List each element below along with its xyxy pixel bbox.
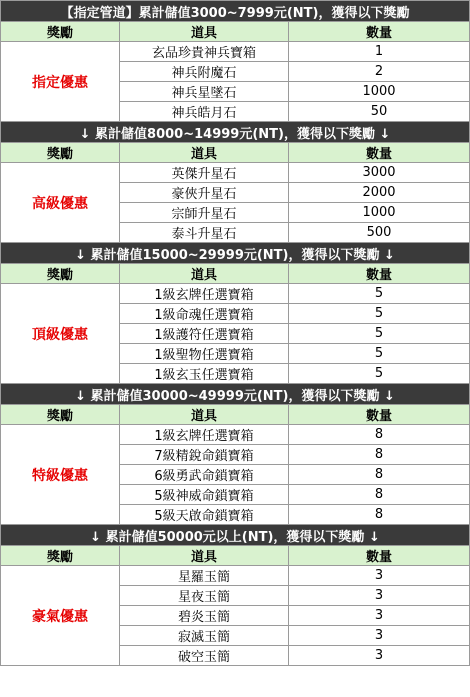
column-header-row (1, 546, 470, 566)
item-name: 7級精銳命鎖寶箱 (120, 445, 289, 465)
item-name: 神兵皓月石 (120, 102, 289, 122)
item-quantity: 5 (289, 284, 470, 304)
item-quantity: 5 (289, 364, 470, 384)
section-title: ↓ 累計儲值50000元以上(NT)，獲得以下獎勵 ↓ (1, 525, 470, 546)
item-name: 1級護符任選寶箱 (120, 324, 289, 344)
item-quantity: 8 (289, 505, 470, 525)
item-name: 神兵星墜石 (120, 82, 289, 102)
item-quantity: 8 (289, 445, 470, 465)
item-name: 星夜玉簡 (120, 586, 289, 606)
column-header-qty: 數量 (289, 22, 470, 42)
item-quantity: 5 (289, 324, 470, 344)
item-quantity: 2000 (289, 183, 470, 203)
item-quantity: 1000 (289, 203, 470, 223)
item-name: 碧炎玉簡 (120, 606, 289, 626)
section-title-row (1, 122, 470, 143)
section-title: ↓ 累計儲值30000~49999元(NT)，獲得以下獎勵 ↓ (1, 384, 470, 405)
item-name: 玄品珍貴神兵寶箱 (120, 42, 289, 62)
item-quantity: 8 (289, 425, 470, 445)
tier-label: 指定優惠 (1, 42, 120, 122)
column-header-reward: 獎勵 (1, 22, 120, 42)
section-title: 【指定管道】累計儲值3000~7999元(NT)，獲得以下獎勵 (1, 1, 470, 22)
item-quantity: 2 (289, 62, 470, 82)
item-quantity: 50 (289, 102, 470, 122)
item-name: 5級神威命鎖寶箱 (120, 485, 289, 505)
table-row (1, 566, 470, 586)
column-header-reward: 獎勵 (1, 264, 120, 284)
item-quantity: 3 (289, 626, 470, 646)
column-header-item: 道具 (120, 546, 289, 566)
item-name: 1級玄牌任選寶箱 (120, 425, 289, 445)
item-name: 英傑升星石 (120, 163, 289, 183)
section-title-row (1, 384, 470, 405)
tier-label: 豪氣優惠 (1, 566, 120, 666)
section-title-row (1, 1, 470, 22)
column-header-reward: 獎勵 (1, 143, 120, 163)
column-header-row (1, 22, 470, 42)
item-name: 寂滅玉簡 (120, 626, 289, 646)
item-quantity: 5 (289, 304, 470, 324)
column-header-qty: 數量 (289, 546, 470, 566)
item-name: 5級天啟命鎖寶箱 (120, 505, 289, 525)
rewards-table-body (1, 1, 470, 666)
table-row (1, 284, 470, 304)
column-header-qty: 數量 (289, 143, 470, 163)
column-header-row (1, 405, 470, 425)
item-quantity: 500 (289, 223, 470, 243)
tier-label: 頂級優惠 (1, 284, 120, 384)
column-header-item: 道具 (120, 405, 289, 425)
item-quantity: 3 (289, 606, 470, 626)
item-name: 星羅玉簡 (120, 566, 289, 586)
item-quantity: 8 (289, 485, 470, 505)
section-title: ↓ 累計儲值15000~29999元(NT)，獲得以下獎勵 ↓ (1, 243, 470, 264)
table-row (1, 42, 470, 62)
section-title: ↓ 累計儲值8000~14999元(NT)，獲得以下獎勵 ↓ (1, 122, 470, 143)
item-name: 豪俠升星石 (120, 183, 289, 203)
table-row (1, 425, 470, 445)
item-quantity: 3 (289, 646, 470, 666)
item-name: 宗師升星石 (120, 203, 289, 223)
item-name: 1級玄牌任選寶箱 (120, 284, 289, 304)
item-name: 破空玉簡 (120, 646, 289, 666)
item-quantity: 3 (289, 566, 470, 586)
item-quantity: 1000 (289, 82, 470, 102)
column-header-row (1, 143, 470, 163)
column-header-item: 道具 (120, 22, 289, 42)
item-name: 6級勇武命鎖寶箱 (120, 465, 289, 485)
tier-label: 特級優惠 (1, 425, 120, 525)
tier-label: 高級優惠 (1, 163, 120, 243)
item-name: 1級玄玉任選寶箱 (120, 364, 289, 384)
column-header-row (1, 264, 470, 284)
column-header-item: 道具 (120, 264, 289, 284)
item-name: 1級命魂任選寶箱 (120, 304, 289, 324)
column-header-reward: 獎勵 (1, 405, 120, 425)
item-quantity: 3 (289, 586, 470, 606)
item-quantity: 3000 (289, 163, 470, 183)
column-header-qty: 數量 (289, 264, 470, 284)
item-name: 1級聖物任選寶箱 (120, 344, 289, 364)
item-quantity: 5 (289, 344, 470, 364)
item-name: 泰斗升星石 (120, 223, 289, 243)
column-header-qty: 數量 (289, 405, 470, 425)
column-header-item: 道具 (120, 143, 289, 163)
table-row (1, 163, 470, 183)
column-header-reward: 獎勵 (1, 546, 120, 566)
item-quantity: 8 (289, 465, 470, 485)
section-title-row (1, 243, 470, 264)
item-quantity: 1 (289, 42, 470, 62)
item-name: 神兵附魔石 (120, 62, 289, 82)
section-title-row (1, 525, 470, 546)
